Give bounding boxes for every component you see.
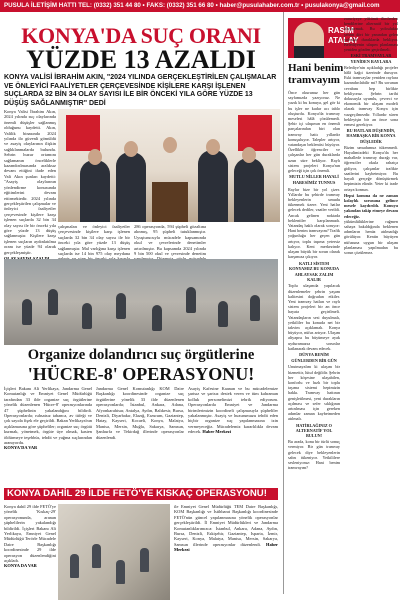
column-subhead-4: AHLAYSAK ZALIM KALIR (294, 271, 334, 283)
second-headline-line2: 'HÜCRE-8' OPERASYONU! (27, 364, 255, 384)
second-byline: Haber Merkezi (202, 429, 231, 435)
column-body-2: Raylar bize bir yol çizer. Yıllardır bu şehirde tramvay bekleyenlerin umudu tükenmek üzere. Yeni hatlar gelecek dediler, vaatler verildi. Ancak gelinen noktada beklentiler karşılanmadı. Vatandaş haklı olarak soruyor: Hani benim tramvayım? Trafik yoğunluğu her geçen gün artıyor, toplu taşıma yetersiz kalıyor. Kent merkezinde ulaşım büyük bir sorun olarak karşımıza çıkıyor. (288, 186, 340, 260)
person-figure (250, 295, 260, 321)
lead-col1-text: Konya Valisi İbrahim Akın, 2024 yılında suç olaylarında önemli düşüşler sağlanmış olduğunu kaydetti. Akın, Valilik binasında 2024 yılında ilo güvenli gömüldü ve asayiş olaylarının ilişkin sağlıklanmalarda bulundu. Sehrin huzur ortamını sağlamanın önceliklerle kazandırılmasında aralıksız devam ettiğini ifade eden Vali Akın şunları kaydetti: "Asayiş olaylarının yönlendirme konusunda eğitimlerini devam ettirmektedir. 2024 yılında gerçekleştirilen çalışmalar ve önleyici faaliyetler çerçevesinde kişilere karşı işlenen suçlarda 32 bin 34 olay sayısı ile bir önceki yıla göre yüzde 13 düşüş sağlanmıştır. Kişilere karşı işlenen suçların aydınlatılma oranı ise yüzde 94 olarak gerçekleşmiştir. (4, 109, 56, 255)
third-col2-text: ile Emniyet Genel Müdürlüğü TEM Daire Başkanlığı, KOM Başkanlığı ve İstihbarat Başkanlığı koordinesinde FETÖ'nün güncel yapılanmasına yönelik operasyonlar gerçekleştirildi. İl Emniyet Müdürlükleri ve Jandarma Komutanlıklarımızca: İstanbul, Ankara, Adana, Aydın, Bursa, Denizli, Eskişehir, Gaziantep, Isparta, İzmir, Kayseri, Konya, Malatya, Manisa, Mersin, Sakarya, Samsun illerinde operasyonlar düzenlendi. (174, 504, 278, 547)
person-figure (80, 160, 110, 222)
second-column-2: Jandarma Genel Komutanlığı KOM Daire Başkanlığı koordinesinde organize suç örgütlerine yönelik 33 ilde düzenlenen operasyonlarda; İstanbul, Ankara, Adana, Afyonkarahisar, Antalya, Aydın, Balıkesir, Bursa, Denizli, Diyarbakır, Elazığ, Erzurum, Gaziantep, Hatay, Kayseri, Kocaeli, Konya, Malatya, Manisa, Mersin, Muğla, Sakarya, Samsun, Şanlıurfa ve Tekirdağ illerinde operasyonlar düzenlendi. (96, 386, 184, 440)
avatar (294, 22, 324, 58)
column-body-1: Önce okurunuz her gün sayfamızda yazıyoruz. Ne yazık ki bu konuya, gel gör ki bu işler ne kadar acı tablo oluşturdu. Konya'da tramvay meselesi hâlâ çözülemedi. Şehir içi ulaşımın en önemli parçalarından biri olan tramvay hattı yıllardır konuşuluyor. Talepler artıyor, vatandaşın beklentisi büyüyor. Özellikle öğrenciler ve çalışanlar her gün duraklarda uzun süre bekliyor. Raylı sistem projeleri Konya'nın geleceği için çok önemli. (288, 90, 340, 174)
head-shape (124, 141, 138, 157)
contact-bar: PUSULA İLETİŞİM HATTI TEL: (0332) 351 44 80 • FAKS: (0332) 351 66 80 • haber@pusulahaber.com.tr • pusulakonya@gmail.com (0, 0, 400, 12)
column-body-6: zaruriyeye yükümü ilimlerden kendilerine alternatif bir yol oluşturmak. Bu yolculukta şehrin dört bir yanından gelen yolcular duraklarda bekliyor. Belediyenin ulaşım planlaması yeniden gözden geçirilmeli. (344, 16, 398, 53)
person-figure (116, 560, 125, 584)
person-figure (92, 544, 101, 568)
person-figure (152, 305, 162, 331)
column-subhead-3: KATLI SİSTEM KONYAMIZ BU KONUDA (288, 260, 340, 271)
third-subhead: KONYA DA VAR (4, 563, 37, 569)
second-column-3 (188, 386, 278, 486)
second-subhead: KONYA'DA VAR (4, 445, 38, 451)
second-col3-text: Asayiş Kafesine Kaanan ve bu mücadelemize şartsız ve şartsız destek veren ve tüm kahraman kolluk personelimizi tebrik ediyorum. Operasyonlarda Emniyet ve Jandarma birimlerimizin koordineli çalışmasıyla şüpheliler yakalanmıştır. Asayiş ve huzurumuzu tehdit eden hiçbir organize suç yapılanmasına izin vermeyeceğiz. Mücadelemiz kararlılıkla devam edecek. (188, 386, 278, 435)
person-figure (82, 303, 92, 329)
lead-column-2: çalışmaları ve önleyici faaliyetler çerçevesinde kişilere karşı işlenen suçlarda 32 bin 34 olay sayısı ile bir önceki yıla göre yüzde 13 düşüş sağlanmıştır. Mal varlığına karşı işlenen suçlarda ise 14 bin 975 olay meydana (58, 224, 130, 257)
head-shape (242, 147, 256, 163)
second-column-1 (4, 386, 92, 486)
column-body-10: yükümlülüklerine rağmen sahaya bakıldığında beklenen adımların henüz atılmadığı görülüyor. Kentin büyüyen nüfusuna uygun bir ulaşım planlaması yapılmadan bu sorun çözülemez. (344, 218, 398, 255)
column-body-5: Bu arada, konu bir türlü sonuç vermiyor. Bir gün tramvay gelecek diye bekleyenlerin sabrı tükeniyor. Yetkililere sesleniyoruz: Hani benim tramvayım? (288, 439, 340, 471)
second-headline-line1: Organize dolandırıcı suç örgütlerine (27, 347, 255, 363)
person-figure (22, 299, 32, 325)
third-col1-text: Konya dahil 29 ilde FETÖ'ye yönelik 'Kıskaç-29' operasyonunda, aranan şüphelilerin yakalandığı bildirildi. İçişleri Bakanı Ali Yerlikaya, Emniyet Genel Müdürlüğü Terörle Mücadele Daire Başkanlığı koordinesinde 29 ilde operasyon düzenlendiğini açıkladı. (4, 504, 56, 564)
column-subhead-5: DÜNYA BENİM (299, 351, 329, 357)
third-photo (58, 504, 170, 600)
person-figure (218, 301, 228, 327)
column-title: Hani benim tramvayım (288, 62, 344, 86)
head-shape (88, 149, 102, 165)
column-text-2 (344, 16, 398, 594)
column-body-4: Unutmayalım ki ulaşım bir hizmettir, lütuf değildir. Şehrin her köşesine ulaşabilen, konforlu ve hızlı bir toplu taşıma sistemi hepimizin hakkı. Tramvay hattının genişletilmesi, yeni durakların açılması ve sefer sıklığının artırılması için gereken adımlar zaman kaybetmeden atılmalı. (288, 364, 340, 422)
head-shape (163, 137, 177, 153)
third-headline: KONYA DAHİL 29 İLDE FETÖ'YE KISKAÇ OPERASYONU! (4, 488, 278, 500)
column-subhead-6: GÜNLERDEN BİR GÜN (291, 358, 337, 364)
person-figure (198, 150, 228, 222)
person-figure (234, 158, 264, 222)
column-subhead-9: BU HATLAR DÜŞENDİN, HAMBAŞKA BİR KONYA DÜŞLEDİK (346, 128, 396, 144)
column-body-8: Bizim umudumuz tükenmedi. Hayalimizdeki Konya'da her mahallede tramvay durağı var, öğrenciler okula rahatça gidiyor, çalışanlar trafikte saatlerini kaybetmiyor. Bu hayali gerçeğe dönüştürmek hepimizin elinde. Yeter ki irade ortaya konsun. (344, 144, 398, 192)
column-text-1 (288, 90, 340, 594)
column-subhead-1: MUTLU NİLLER HAYALİ (289, 174, 339, 180)
lead-deck: KONYA VALİSİ İBRAHİM AKIN, "2024 YILINDA GERÇEKLEŞTİRİLEN ÇALIŞMALAR VE ÖNLEYİCİ FAALİYETLER ÇERÇEVESİNDE KİŞİLERE KARŞI İŞLENEN SUÇLARDA 32 BİN 34 OLAY SAYISI İLE BİR ÖNCEKİ YILA GÖRE YÜZDE 13 DÜŞÜŞ SAĞLANMIŞTIR" DEDİ (4, 74, 277, 107)
podium-shape (152, 182, 188, 222)
head-shape (206, 139, 220, 155)
column-body-3: Toplu ulaşımda yapılacak düzenlemeler şehrin yaşam kalitesini doğrudan etkiler. Yeni tramvay hatları ve raylı sistem projeleri bir an önce hayata geçirilmeli. Vatandaşların sesi duyulmalı, yetkililer bu konuda net bir takvim açıklamalı. Konya büyüyor, nüfus artıyor. Ulaşım altyapısı bu büyümeye ayak uyduramazsa sorunlar katlanarak devam edecek. (288, 283, 340, 351)
column-body-9: Hepsi konuna da ne zaman kolaylık sorusuna gelince mesele kaydırıldı. Konuyu yakından takip etmeye devam edeceğiz. (344, 192, 398, 219)
person-figure (48, 289, 58, 315)
third-column-1 (4, 504, 56, 602)
author-first-name: RASİM (328, 26, 354, 35)
lead-col3-text: 286 operasyonda, 594 şüpheli gözaltına alınmış, 95 şüpheli tutuklanmıştır. Uyuşturucuyla mücadele kapsamında okul ve çevrelerinde denetimler artırılmıştır. Bu kapsamda 2024 yılında 9 bin 500 okul ve çevresinde denetim (134, 224, 206, 257)
lead-column-3 (134, 224, 206, 256)
person-figure (116, 152, 146, 222)
column-subhead-2: HARESİMİZ TUNNUS (292, 180, 336, 186)
author-last-name: ATALAY (328, 36, 359, 45)
third-column-2 (174, 504, 278, 602)
column-subhead-7: HATİRLAĞINIZ O ALTERNATİF YOL BULUN! (295, 422, 333, 438)
column-subhead-8: ESKİ TRAMVAYLAR YENİDEN RAYLARA (350, 53, 392, 64)
person-figure (186, 287, 196, 313)
person-figure (116, 293, 126, 319)
flag-shape (66, 115, 100, 151)
lead-column-1 (4, 109, 56, 255)
third-byline: Haber Merkezi (174, 541, 278, 553)
opinion-column (283, 12, 400, 594)
lead-photo (58, 109, 280, 222)
column-body-7: Belediye'nin açıkladığı projeler hâlâ kağıt üzerinde duruyor. Eski tramvaylar yeniden raylara kazandırılabilir mi? Bu sorunun cevabını hep birlikte bekliyoruz. Şehrin tarihi dokusuyla uyumlu, çevreci ve ekonomik bir ulaşım modeli olarak tramvay Konya için vazgeçilmezdir. Yıllardır süren bekleyişin bir an önce sona ermesi gerekiyor. (344, 64, 398, 128)
second-photo (4, 259, 278, 345)
lead-headline-red: KONYA'DA SUÇ ORANI (21, 23, 261, 48)
person-figure (140, 548, 149, 572)
main-area (0, 12, 282, 594)
person-figure (70, 554, 79, 578)
lead-headline: YÜZDE 13 AZALDI (26, 45, 256, 74)
second-col1-text: İçişleri Bakanı Ali Yerlikaya, Jandarma Genel Komutanlığı ve Emniyet Genel Müdürlüğü tarafından 33 ilde organize suç örgütlerine yönelik düzenlenen 'Hücre-8' operasyonlarında 47 şüphelinin yakalandığını bildirdi. Operasyonlarda; ruhsatsız tabanca, av tüfeği ve çok sayıda fişek ele geçirildi. Bakan Yerlikaya'nın açıklamasına göre şüpheliler; organize suç örgütü kurmak, yönetmek, örgüte üye olmak, kasten öldürmeye teşebbüs, tehdit ve yağma suçlarından aranıyordu. (4, 386, 92, 446)
flag-shape (238, 115, 272, 151)
